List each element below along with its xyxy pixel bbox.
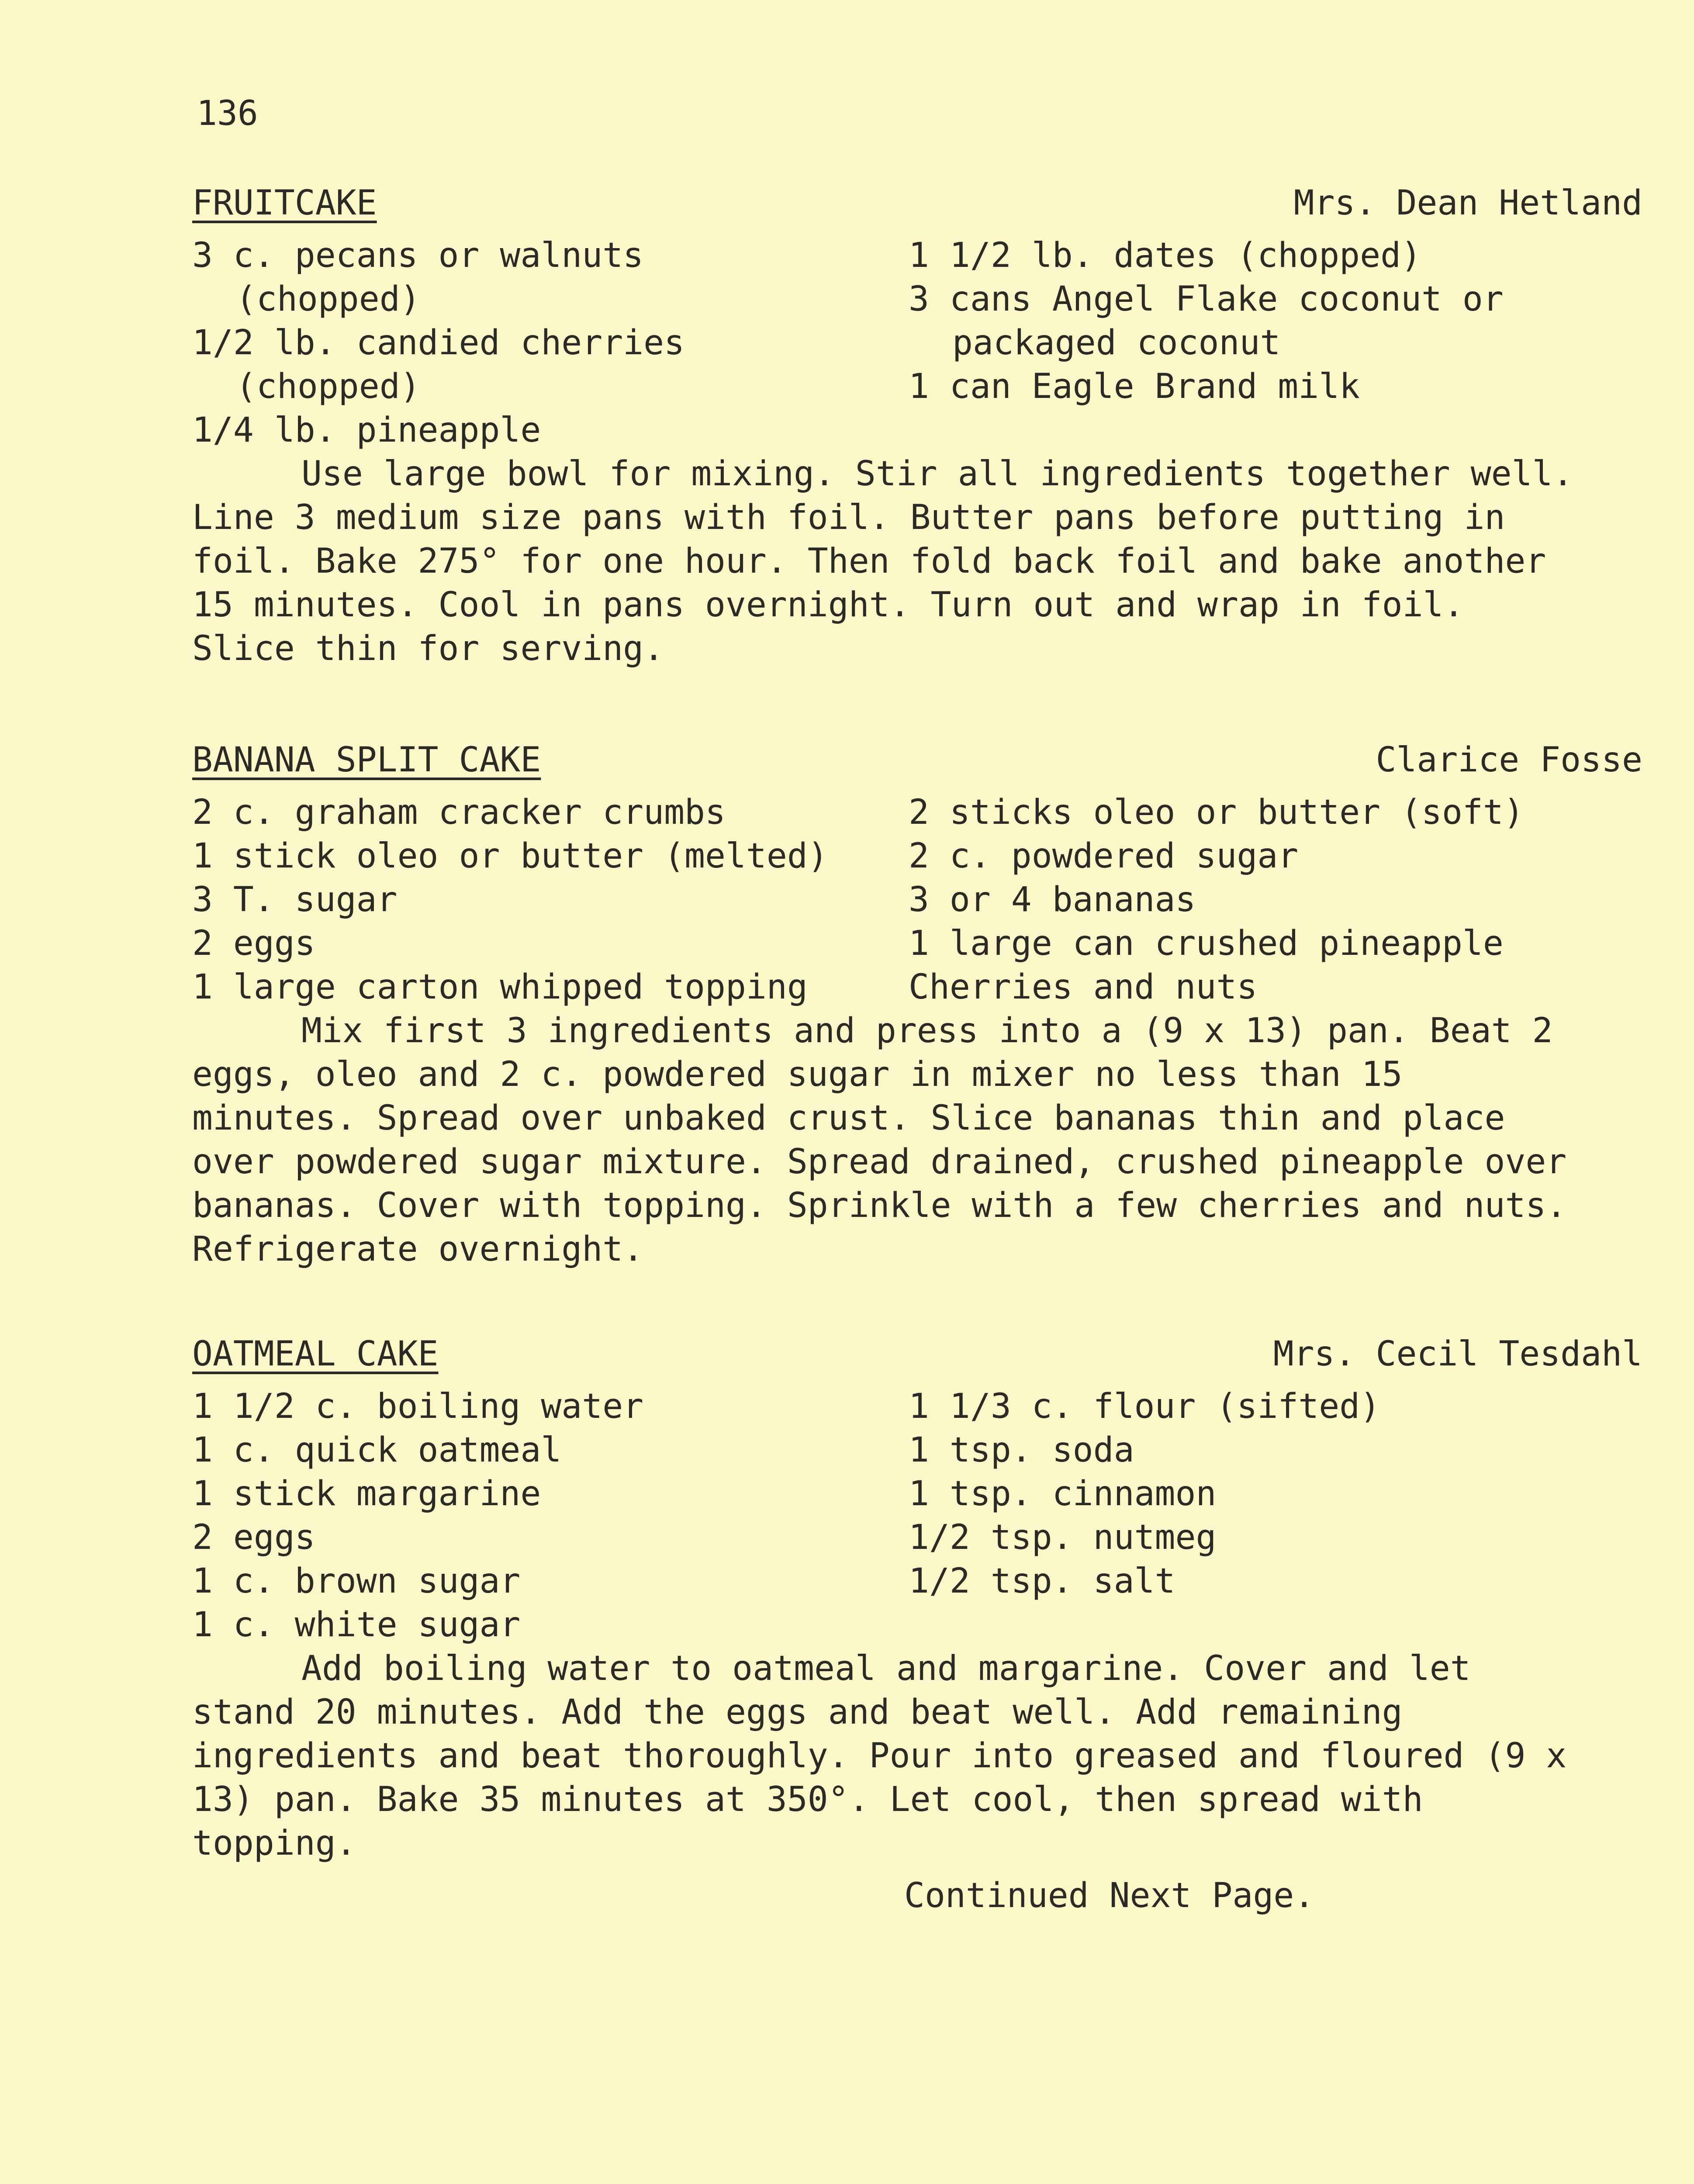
ingredient-line: Cherries and nuts [909,968,1258,1007]
ingredient-line: 1/4 lb. pineapple [192,411,541,450]
ingredient-line: 1 stick margarine [192,1474,541,1514]
recipe-title: OATMEAL CAKE [192,1334,439,1374]
ingredient-line: 1 large can crushed pineapple [909,924,1504,963]
ingredient-line: 1 1/2 c. boiling water [192,1387,644,1426]
ingredient-column-left [188,791,909,1009]
recipe-title: BANANA SPLIT CAKE [192,740,541,780]
recipe-oatmeal-cake [188,1332,1642,1918]
ingredient-line: (chopped) [236,280,421,319]
ingredient-line: 1 large carton whipped topping [192,968,808,1007]
ingredient-column-right [909,791,1642,1009]
ingredient-line: 3 T. sugar [192,880,398,919]
ingredient-line: 3 cans Angel Flake coconut or [909,280,1504,319]
ingredient-line: 2 eggs [192,1518,315,1557]
ingredient-line: 3 c. pecans or walnuts [192,236,644,275]
ingredient-line: 1 can Eagle Brand milk [909,367,1360,406]
ingredient-line: 1 tsp. cinnamon [909,1474,1217,1514]
ingredient-list [188,234,1642,452]
ingredient-line: 1 stick oleo or butter (melted) [192,836,828,876]
ingredient-line: 1 1/3 c. flour (sifted) [909,1387,1381,1426]
directions-text: Mix first 3 ingredients and press into a (9 x 13) pan. Beat 2 eggs, oleo and 2 c. powdered sugar in mixer no less than 15 minutes. Spread over unbaked crust. Slice bananas thin and place over powdered sugar mixture. Spread drained, crushed pineapple over bananas. Cover with topping. Sprinkle with a few cherries and nuts. Refrigerate overnight. [192,1011,1567,1269]
directions-text: Use large bowl for mixing. Stir all ingredients together well. Line 3 medium size pans with foil. Butter pans before putting in foil. Bake 275° for one hour. Then fold back foil and bake another 15 minutes. Cool in pans overnight. Turn out and wrap in foil. Slice thin for serving. [192,454,1573,668]
continued-note: Continued Next Page. [904,1876,1315,1915]
recipe-author: Mrs. Cecil Tesdahl [1273,1334,1642,1374]
recipe-directions [188,1009,1586,1271]
recipe-author: Clarice Fosse [1376,740,1642,780]
ingredient-line: 3 or 4 bananas [909,880,1196,919]
recipe-header [188,1332,1642,1380]
ingredient-line: 1 c. quick oatmeal [192,1431,562,1470]
recipe-banana-split-cake [188,738,1642,1271]
ingredient-line: 2 sticks oleo or butter (soft) [909,793,1524,832]
ingredient-line: 1 c. white sugar [192,1605,521,1645]
recipe-directions [188,452,1586,670]
page-number: 136 [197,94,258,133]
ingredient-line: 1 1/2 lb. dates (chopped) [909,236,1421,275]
ingredient-line: 1/2 lb. candied cherries [192,323,685,363]
ingredient-list [188,1385,1642,1647]
ingredient-line: 2 eggs [192,924,315,963]
recipe-header [188,181,1642,229]
ingredient-column-left [188,234,909,452]
recipe-author: Mrs. Dean Hetland [1293,183,1642,223]
ingredient-line: packaged coconut [952,323,1281,363]
recipe-fruitcake [188,181,1642,670]
ingredient-line: 1 c. brown sugar [192,1562,521,1601]
recipe-header [188,738,1642,786]
ingredient-line: (chopped) [236,367,421,406]
ingredient-line: 1 tsp. soda [909,1431,1134,1470]
recipe-directions [188,1647,1586,1865]
ingredient-list [188,791,1642,1009]
ingredient-column-left [188,1385,909,1647]
ingredient-column-right [909,1385,1642,1647]
ingredient-line: 1/2 tsp. nutmeg [909,1518,1217,1557]
recipe-title: FRUITCAKE [192,183,377,223]
ingredient-column-right [909,234,1642,452]
ingredient-line: 2 c. graham cracker crumbs [192,793,726,832]
directions-text: Add boiling water to oatmeal and margarine. Cover and let stand 20 minutes. Add the eggs and beat well. Add remaining ingredients and beat thoroughly. Pour into greased and floured (9 x 13) pan. Bake 35 minutes at 350°. Let cool, then spread with topping. [192,1649,1567,1863]
ingredient-line: 2 c. powdered sugar [909,836,1299,876]
ingredient-line: 1/2 tsp. salt [909,1562,1175,1601]
